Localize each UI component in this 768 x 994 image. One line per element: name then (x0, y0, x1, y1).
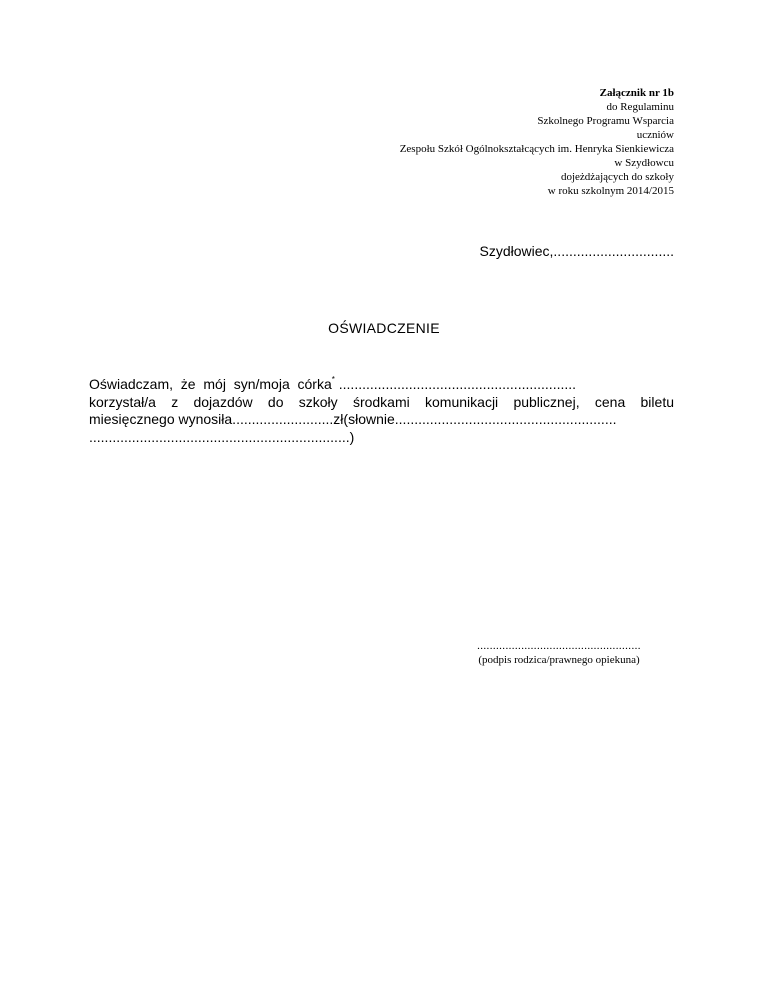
statement-line-4: ...................................................................) (89, 428, 355, 445)
header-line: w roku szkolnym 2014/2015 (547, 185, 674, 197)
header-line: do Regulaminu (606, 101, 674, 113)
header-line: Szkolnego Programu Wsparcia (537, 115, 674, 127)
attachment-header (400, 86, 674, 198)
statement-line-1-text: Oświadczam, że mój syn/moja córka (89, 376, 332, 392)
header-line: dojeżdżających do szkoły (560, 171, 674, 183)
place-date-field: Szydłowiec,............................... (479, 243, 674, 259)
signature-block (444, 640, 674, 666)
signature-label: (podpis rodzica/prawnego opiekuna) (478, 654, 640, 666)
statement-line-3: miesięcznego wynosiła..........................zł(słownie......................................................... (89, 411, 617, 427)
header-line: w Szydłowcu (614, 157, 674, 169)
statement-line-1 (89, 371, 674, 394)
attachment-title: Załącznik nr 1b (599, 87, 674, 99)
header-line: Zespołu Szkół Ogólnokształcących im. Henryka Sienkiewicza (399, 143, 674, 155)
header-line: uczniów (636, 129, 674, 141)
signature-line: .................................................... (477, 640, 641, 652)
statement-body (89, 371, 674, 446)
statement-line-2: korzystał/a z dojazdów do szkoły środkami komunikacji publicznej, cena biletu (89, 393, 674, 410)
child-name-blank: ............................................................. (334, 376, 577, 392)
footnote-mark: * (331, 375, 335, 384)
document-title: OŚWIADCZENIE (328, 320, 440, 336)
